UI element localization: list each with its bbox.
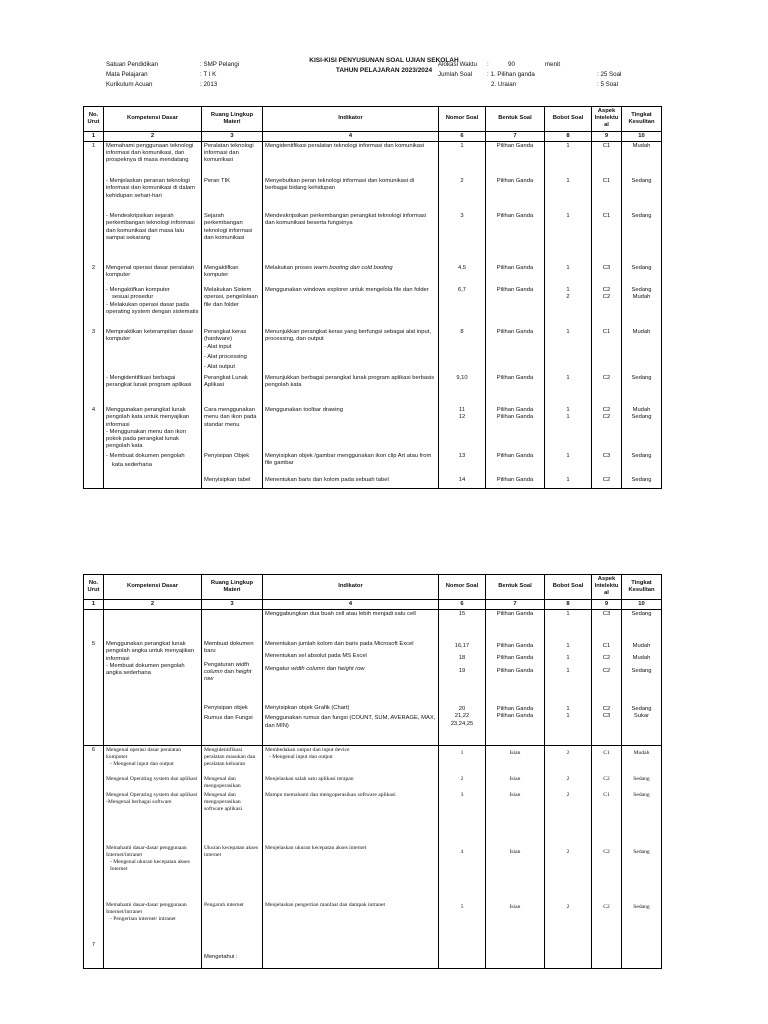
aspek-cell: C1 <box>592 745 622 775</box>
table-row <box>84 884 662 938</box>
indikator-cell: Menyisipkan objek /gambar menggunakan ikon clip Art atau from file gambar <box>263 452 439 476</box>
indikator-cell: Menentukan jumlah kolom dan baris pada Microsoft Excel Menentukan sel absolut pada MS Excel Mengatur width column dan height row <box>263 633 439 695</box>
jumlah-item2: 2. Uraian <box>491 81 517 88</box>
col-number: 4 <box>263 131 439 141</box>
tingkat-cell: Mudah Sedang <box>622 406 662 452</box>
header-no-urut: No. Urut <box>84 575 104 600</box>
ruang-cell: Pengaruh internet <box>202 884 263 938</box>
alokasi-unit: menit <box>545 61 561 68</box>
ruang-cell: Ukuran kecepatan akses internet <box>202 829 263 884</box>
table-row <box>84 609 662 633</box>
ruang-cell: Melakukan Sistem operasi, pengelolaan file dan folder <box>202 286 263 328</box>
kompetensi-cell: Mempraktikan keterampilan dasar komputer <box>104 328 202 374</box>
header-no-urut: No. Urut <box>84 107 104 132</box>
tingkat-cell: Sedang <box>622 884 662 938</box>
jumlah-item1-count: : 25 Soal <box>597 71 622 78</box>
indikator-cell: Menyisipkan objek Grafik (Chart) Menggunakan rumus dan fungsi (COUNT, SUM, AVERAGE, MAX, dan MIN) <box>263 695 439 745</box>
aspek-cell: C1 C2 C2 <box>592 633 622 695</box>
kompetensi-cell: - Mengaktifkan komputer sesuai prosedur - Melakukan operasi dasar pada operating system dengan sistematis <box>104 286 202 328</box>
aspek-cell: C2 C2 <box>592 406 622 452</box>
nomor-cell: 15 <box>439 609 486 633</box>
bobot-cell: 1 <box>545 476 592 488</box>
aspek-cell: C2 <box>592 884 622 938</box>
header-indikator: Indikator <box>263 107 439 132</box>
aspek-cell: C1 <box>592 141 622 177</box>
bentuk-cell: Pilihan Ganda <box>486 141 545 177</box>
header-aspek: Aspek Intelektu al <box>592 107 622 132</box>
tingkat-cell: Sedang <box>622 476 662 488</box>
bobot-cell: 2 <box>545 884 592 938</box>
col-number: 8 <box>545 131 592 141</box>
indikator-cell: Mengidentifikasi peralatan teknologi informasi dan komunikasi <box>263 141 439 177</box>
ruang-cell: Mengenal dan mengoperasikan <box>202 775 263 791</box>
nomor-cell: 4,5 <box>439 264 486 286</box>
tingkat-cell: Sedang <box>622 775 662 791</box>
mengetahui-label: Mengetahui : <box>202 938 263 968</box>
table-row <box>84 775 662 791</box>
bentuk-cell: Pilihan Ganda <box>486 374 545 406</box>
bentuk-cell: Isian <box>486 791 545 829</box>
aspek-cell: C2 <box>592 829 622 884</box>
col-number: 9 <box>592 599 622 609</box>
nomor-cell: 20 21,22 23,24,25 <box>439 695 486 745</box>
nomor-cell: 1 <box>439 141 486 177</box>
bobot-cell: 1 <box>545 328 592 374</box>
col-number: 10 <box>622 131 662 141</box>
aspek-cell: C1 <box>592 177 622 212</box>
indikator-cell: Melakukan proses warm booting dan cold booting <box>263 264 439 286</box>
bobot-cell: 1 2 <box>545 286 592 328</box>
indikator-cell: Mampu memahami dan mengoperasikan software aplikasi <box>263 791 439 829</box>
bentuk-cell: Pilihan Ganda <box>486 609 545 633</box>
kisi-table-1 <box>83 106 662 489</box>
bentuk-cell: Pilihan Ganda Pilihan Ganda Pilihan Ganda <box>486 633 545 695</box>
bobot-cell: 1 <box>545 609 592 633</box>
indikator-cell: Menyebutkan peran teknologi informasi dan komunikasi di berbagai bidang kehidupan <box>263 177 439 212</box>
indikator-cell: Menentukan baris dan kolom pada sebuah tabel <box>263 476 439 488</box>
aspek-cell: C2 C3 <box>592 695 622 745</box>
kompetensi-cell: Mengenal operasi dasar peralatan komputer - Mengenal input dan output <box>104 745 202 775</box>
row-no: 1 <box>84 141 104 177</box>
bobot-cell: 1 <box>545 452 592 476</box>
bentuk-cell: Pilihan Ganda <box>486 452 545 476</box>
ruang-cell: Perangkat keras (hardware) - Alat input - Alat processing - Alat output <box>202 328 263 374</box>
header-ruang-lingkup: Ruang Lingkup Materi <box>202 575 263 600</box>
header-nomor-soal: Nomor Soal <box>439 575 486 600</box>
bobot-cell: 2 <box>545 745 592 775</box>
nomor-cell: 3 <box>439 212 486 264</box>
col-number: 3 <box>202 599 263 609</box>
bobot-cell: 2 <box>545 775 592 791</box>
aspek-cell: C1 <box>592 212 622 264</box>
aspek-cell: C3 <box>592 452 622 476</box>
document-title-line1: KISI-KISI PENYUSUNAN SOAL UJIAN SEKOLAH <box>309 57 459 64</box>
nomor-cell: 5 <box>439 884 486 938</box>
satuan-value: : SMP Pelangi <box>200 61 240 68</box>
table-row <box>84 374 662 406</box>
bobot-cell: 1 1 <box>545 406 592 452</box>
kompetensi-cell: Menggunakan perangkat lunak pengolah angka untuk menyajikan informasi - Membuat dokumen pengolah angka sederhana <box>104 633 202 695</box>
col-number: 2 <box>104 599 202 609</box>
nomor-cell: 4 <box>439 829 486 884</box>
kompetensi-cell: Mengenal Operating system dan aplikasi <box>104 775 202 791</box>
tingkat-cell: Sedang Sukar <box>622 695 662 745</box>
nomor-cell: 9,10 <box>439 374 486 406</box>
ruang-cell: Penyisipan objek Rumus dan Fungsi <box>202 695 263 745</box>
table-row <box>84 264 662 286</box>
nomor-cell: 2 <box>439 775 486 791</box>
indikator-cell: Membedakan output dan input device - Mengenal input dan output <box>263 745 439 775</box>
tingkat-cell: Sedang <box>622 212 662 264</box>
jumlah-label: Jumlah Soal <box>438 71 473 78</box>
aspek-cell: C3 <box>592 609 622 633</box>
ruang-cell: Menyisipkan tabel <box>202 476 263 488</box>
tingkat-cell: Mudah Mudah Sedang <box>622 633 662 695</box>
indikator-cell: Menunjukkan perangkat keras yang berfungsi sebagai alat input, processing, dan output <box>263 328 439 374</box>
col-number: 4 <box>263 599 439 609</box>
tingkat-cell: Sedang <box>622 374 662 406</box>
table-row <box>84 476 662 488</box>
header-bentuk-soal: Bentuk Soal <box>486 107 545 132</box>
satuan-label: Satuan Pendidikan <box>106 61 158 68</box>
ruang-cell: Peran TIK <box>202 177 263 212</box>
header-bobot-soal: Bobot Soal <box>545 107 592 132</box>
tingkat-cell: Sedang <box>622 829 662 884</box>
nomor-cell: 11 12 <box>439 406 486 452</box>
bobot-cell: 1 <box>545 141 592 177</box>
col-number: 3 <box>202 131 263 141</box>
header-nomor-soal: Nomor Soal <box>439 107 486 132</box>
col-number: 1 <box>84 131 104 141</box>
alokasi-value: 90 <box>508 61 515 68</box>
row-no: 4 <box>84 406 104 452</box>
aspek-cell: C2 <box>592 374 622 406</box>
tingkat-cell: Sedang <box>622 609 662 633</box>
col-number: 7 <box>486 131 545 141</box>
bobot-cell: 1 1 <box>545 695 592 745</box>
alokasi-colon: : <box>487 61 489 68</box>
aspek-cell: C1 <box>592 328 622 374</box>
bentuk-cell: Pilihan Ganda <box>486 286 545 328</box>
tingkat-cell: Mudah <box>622 141 662 177</box>
header-indikator: Indikator <box>263 575 439 600</box>
col-number: 10 <box>622 599 662 609</box>
ruang-cell: Perangkat Lunak Aplikasi <box>202 374 263 406</box>
bentuk-cell: Pilihan Ganda <box>486 328 545 374</box>
header-kompetensi: Kompetensi Dasar <box>104 107 202 132</box>
kompetensi-cell: - Membuat dokumen pengolah kata sederhana <box>104 452 202 476</box>
col-number: 6 <box>439 131 486 141</box>
table-row <box>84 177 662 212</box>
table-row <box>84 829 662 884</box>
ruang-cell: Peralatan teknologi informasi dan komunikasi <box>202 141 263 177</box>
bentuk-cell: Pilihan Ganda <box>486 264 545 286</box>
col-number: 7 <box>486 599 545 609</box>
ruang-cell: Mengidentifikasi peralatan masukan dan peralatan keluaran <box>202 745 263 775</box>
nomor-cell: 1 <box>439 745 486 775</box>
header-bobot-soal: Bobot Soal <box>545 575 592 600</box>
header-bentuk-soal: Bentuk Soal <box>486 575 545 600</box>
ruang-cell: Sejarah perkembangan teknologi informasi dan komunikasi <box>202 212 263 264</box>
col-number: 6 <box>439 599 486 609</box>
jumlah-item2-count: : 5 Soal <box>597 81 618 88</box>
document-title-line2: TAHUN PELAJARAN 2023/2024 <box>335 67 433 74</box>
tingkat-cell: Sedang <box>622 452 662 476</box>
kompetensi-cell: Memahami penggunaan teknologi informasi dan komunikasi, dan prospeknya di masa mendatang <box>104 141 202 177</box>
aspek-cell: C1 <box>592 791 622 829</box>
table-row <box>84 212 662 264</box>
tingkat-cell: Sedang <box>622 177 662 212</box>
header-ruang-lingkup: Ruang Lingkup Materi <box>202 107 263 132</box>
kompetensi-cell: Menggunakan perangkat lunak pengolah kata untuk menyajikan informasi - Menggunakan menu dan ikon pokok pada perangkat lunak pengolah kata <box>104 406 202 452</box>
header-kompetensi: Kompetensi Dasar <box>104 575 202 600</box>
kompetensi-cell: - Mengidentifikasi berbagai perangkat lunak program aplikasi <box>104 374 202 406</box>
header-tingkat: Tingkat Kesulitan <box>622 107 662 132</box>
bentuk-cell: Isian <box>486 884 545 938</box>
bentuk-cell: Pilihan Ganda <box>486 212 545 264</box>
kurikulum-value: : 2013 <box>200 81 218 88</box>
table-row <box>84 695 662 745</box>
col-number: 1 <box>84 599 104 609</box>
table-row <box>84 633 662 695</box>
kompetensi-cell: Mengenal operasi dasar peralatan komputer <box>104 264 202 286</box>
table-row <box>84 745 662 775</box>
ruang-cell: Membuat dokumen baru Pengaturan width column dan height row <box>202 633 263 695</box>
row-no: 3 <box>84 328 104 374</box>
ruang-cell: Penyisipan Objek <box>202 452 263 476</box>
nomor-cell: 6,7 <box>439 286 486 328</box>
indikator-cell: Menjelaskan ukuran kecepatan akses internet <box>263 829 439 884</box>
bentuk-cell: Isian <box>486 745 545 775</box>
table-row <box>84 286 662 328</box>
tingkat-cell: Sedang Mudah <box>622 286 662 328</box>
kompetensi-cell: - Mendeskripsikan sejarah perkembangan teknologi informasi dan komunikasi dari masa lalu sampai sekarang <box>104 212 202 264</box>
indikator-cell: Menggabungkan dua buah cell atau lebih menjadi satu cell <box>263 609 439 633</box>
aspek-cell: C2 C2 <box>592 286 622 328</box>
bentuk-cell: Pilihan Ganda Pilihan Ganda <box>486 695 545 745</box>
indikator-cell: Menggunakan toolbar drawing <box>263 406 439 452</box>
tingkat-cell: Sedang <box>622 791 662 829</box>
row-no: 2 <box>84 264 104 286</box>
nomor-cell: 13 <box>439 452 486 476</box>
table-row <box>84 406 662 452</box>
indikator-cell: Mendeskripsikan perkembangan perangkat teknologi informasi dan komunikasi beserta fungsinya <box>263 212 439 264</box>
col-number: 8 <box>545 599 592 609</box>
ruang-cell: Cara menggunakan menu dan ikon pada standar menu <box>202 406 263 452</box>
nomor-cell: 16,17 18 19 <box>439 633 486 695</box>
tingkat-cell: Mudah <box>622 328 662 374</box>
row-no: 5 <box>84 633 104 695</box>
bobot-cell: 2 <box>545 791 592 829</box>
bobot-cell: 2 <box>545 829 592 884</box>
bobot-cell: 1 1 1 <box>545 633 592 695</box>
bentuk-cell: Isian <box>486 775 545 791</box>
bobot-cell: 1 <box>545 177 592 212</box>
nomor-cell: 2 <box>439 177 486 212</box>
bentuk-cell: Pilihan Ganda <box>486 177 545 212</box>
col-number: 2 <box>104 131 202 141</box>
row-no: 7 <box>84 938 104 968</box>
kompetensi-cell: Mengenal Operating system dan aplikasi -Mengenal berbagai software <box>104 791 202 829</box>
aspek-cell: C2 <box>592 775 622 791</box>
kurikulum-label: Kurikulum Acuan <box>106 81 153 88</box>
indikator-cell: Menggunakan windows explorer untuk mengelola file dan folder <box>263 286 439 328</box>
kisi-table-2 <box>83 574 662 969</box>
header-aspek: Aspek Intelektu al <box>592 575 622 600</box>
tingkat-cell: Mudah <box>622 745 662 775</box>
kompetensi-cell: Memahami dasar-dasar penggunaan Internet/intranet - Pengertian internet/ intranet <box>104 884 202 938</box>
jumlah-item1: : 1. Pilihan ganda <box>487 71 535 78</box>
nomor-cell: 8 <box>439 328 486 374</box>
bentuk-cell: Pilihan Ganda Pilihan Ganda <box>486 406 545 452</box>
bentuk-cell: Isian <box>486 829 545 884</box>
table-row <box>84 328 662 374</box>
aspek-cell: C3 <box>592 264 622 286</box>
kompetensi-cell: - Menjelaskan peranan teknologi informasi dan komunikasi di dalam kehidupan sehari-hari <box>104 177 202 212</box>
indikator-cell: Menjelaskan salah satu aplikasi terapan <box>263 775 439 791</box>
header-tingkat: Tingkat Kesulitan <box>622 575 662 600</box>
bentuk-cell: Pilihan Ganda <box>486 476 545 488</box>
kompetensi-cell: Memahami dasar-dasar penggunaan Internet/intranet - Mengenal ukuran kecepatan akses Internet <box>104 829 202 884</box>
col-number: 9 <box>592 131 622 141</box>
indikator-cell: Menunjukkan berbagai perangkat lunak program aplikasi berbasis pengolah kata <box>263 374 439 406</box>
nomor-cell: 14 <box>439 476 486 488</box>
table-row <box>84 452 662 476</box>
alokasi-label: Alokasi Waktu <box>438 61 477 68</box>
mapel-label: Mata Pelajaran <box>106 71 148 78</box>
indikator-cell: Menjelaskan pengertian manfaat dan dampak intranet <box>263 884 439 938</box>
bobot-cell: 1 <box>545 374 592 406</box>
aspek-cell: C2 <box>592 476 622 488</box>
tingkat-cell: Sedang <box>622 264 662 286</box>
row-no: 6 <box>84 745 104 775</box>
bobot-cell: 1 <box>545 264 592 286</box>
nomor-cell: 3 <box>439 791 486 829</box>
table-row <box>84 938 662 968</box>
mapel-value: : T I K <box>200 71 217 78</box>
bobot-cell: 1 <box>545 212 592 264</box>
table-row <box>84 141 662 177</box>
ruang-cell: Mengaktifkan komputer <box>202 264 263 286</box>
table-row <box>84 791 662 829</box>
ruang-cell: Mengenal dan mengoperasikan software aplikasi <box>202 791 263 829</box>
